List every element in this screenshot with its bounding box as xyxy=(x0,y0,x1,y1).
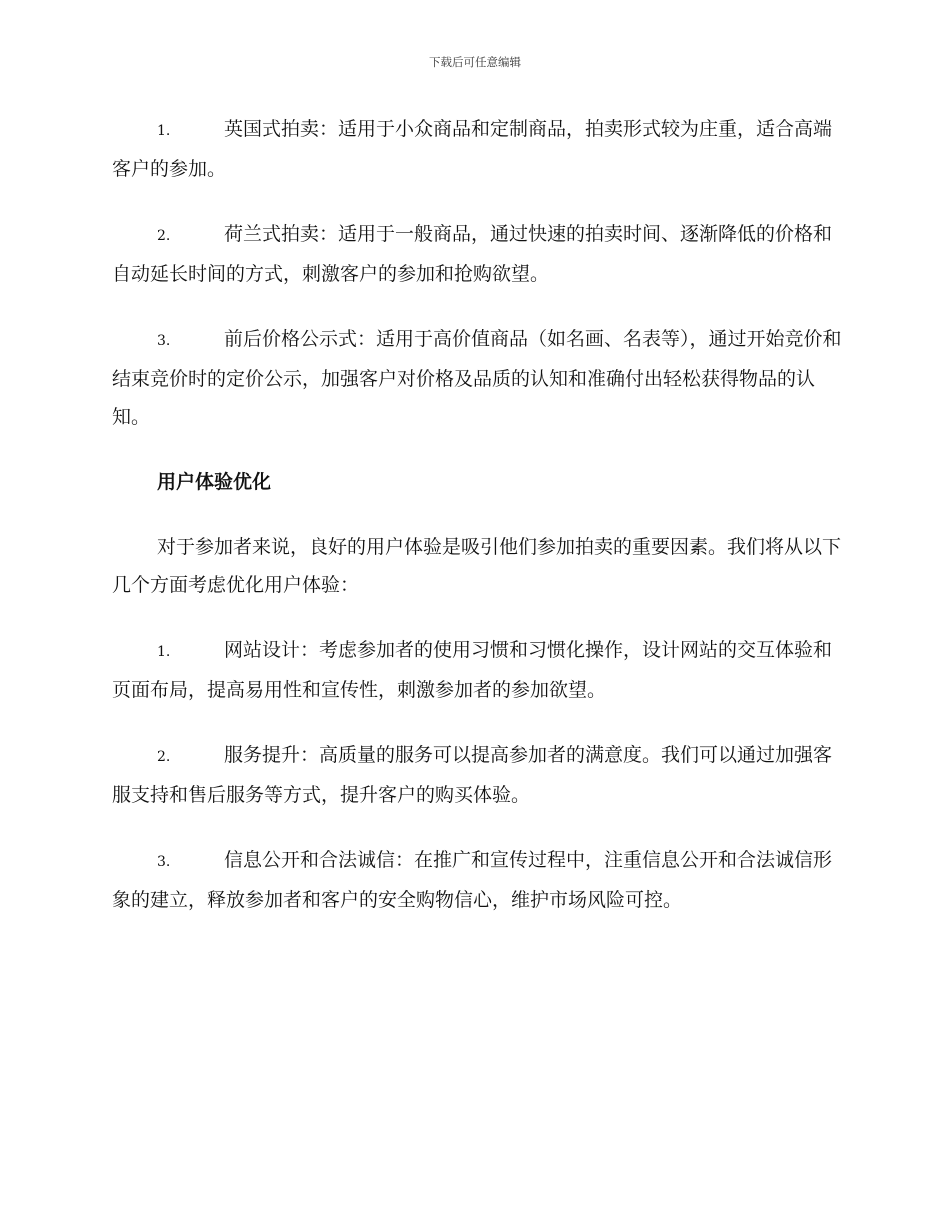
list-item xyxy=(112,110,842,188)
list-number: 1. xyxy=(157,123,171,139)
section-heading: 用户体验优化 xyxy=(157,471,272,493)
list-item xyxy=(112,841,842,919)
list-text: 前后价格公示式：适用于高价值商品（如名画、名表等），通过开始竞价和结束竞价时的定价公示，加强客户对价格及品质的认知和准确付出轻松获得物品的认知。 xyxy=(112,328,842,428)
list-number: 2. xyxy=(157,228,171,244)
document-body xyxy=(112,110,842,946)
list-number: 2. xyxy=(157,749,171,765)
list-item xyxy=(112,631,842,709)
list-text: 信息公开和合法诚信：在推广和宣传过程中，注重信息公开和合法诚信形象的建立，释放参加者和客户的安全购物信心，维护市场风险可控。 xyxy=(112,849,833,911)
list-item xyxy=(112,215,842,293)
list-text: 网站设计：考虑参加者的使用习惯和习惯化操作，设计网站的交互体验和页面布局，提高易用性和宣传性，刺激参加者的参加欲望。 xyxy=(112,639,833,701)
list-number: 3. xyxy=(157,333,171,349)
list-text: 荷兰式拍卖：适用于一般商品，通过快速的拍卖时间、逐渐降低的价格和自动延长时间的方式，刺激客户的参加和抢购欲望。 xyxy=(112,223,833,285)
list-text: 服务提升：高质量的服务可以提高参加者的满意度。我们可以通过加强客服支持和售后服务等方式，提升客户的购买体验。 xyxy=(112,744,833,806)
page-header: 下载后可任意编辑 xyxy=(429,55,521,69)
list-item xyxy=(112,736,842,814)
list-text: 英国式拍卖：适用于小众商品和定制商品，拍卖形式较为庄重，适合高端客户的参加。 xyxy=(112,118,833,180)
list-item xyxy=(112,320,842,436)
list-number: 1. xyxy=(157,644,171,660)
section-intro: 对于参加者来说，良好的用户体验是吸引他们参加拍卖的重要因素。我们将从以下几个方面考虑优化用户体验： xyxy=(112,536,842,596)
list-number: 3. xyxy=(157,854,171,870)
